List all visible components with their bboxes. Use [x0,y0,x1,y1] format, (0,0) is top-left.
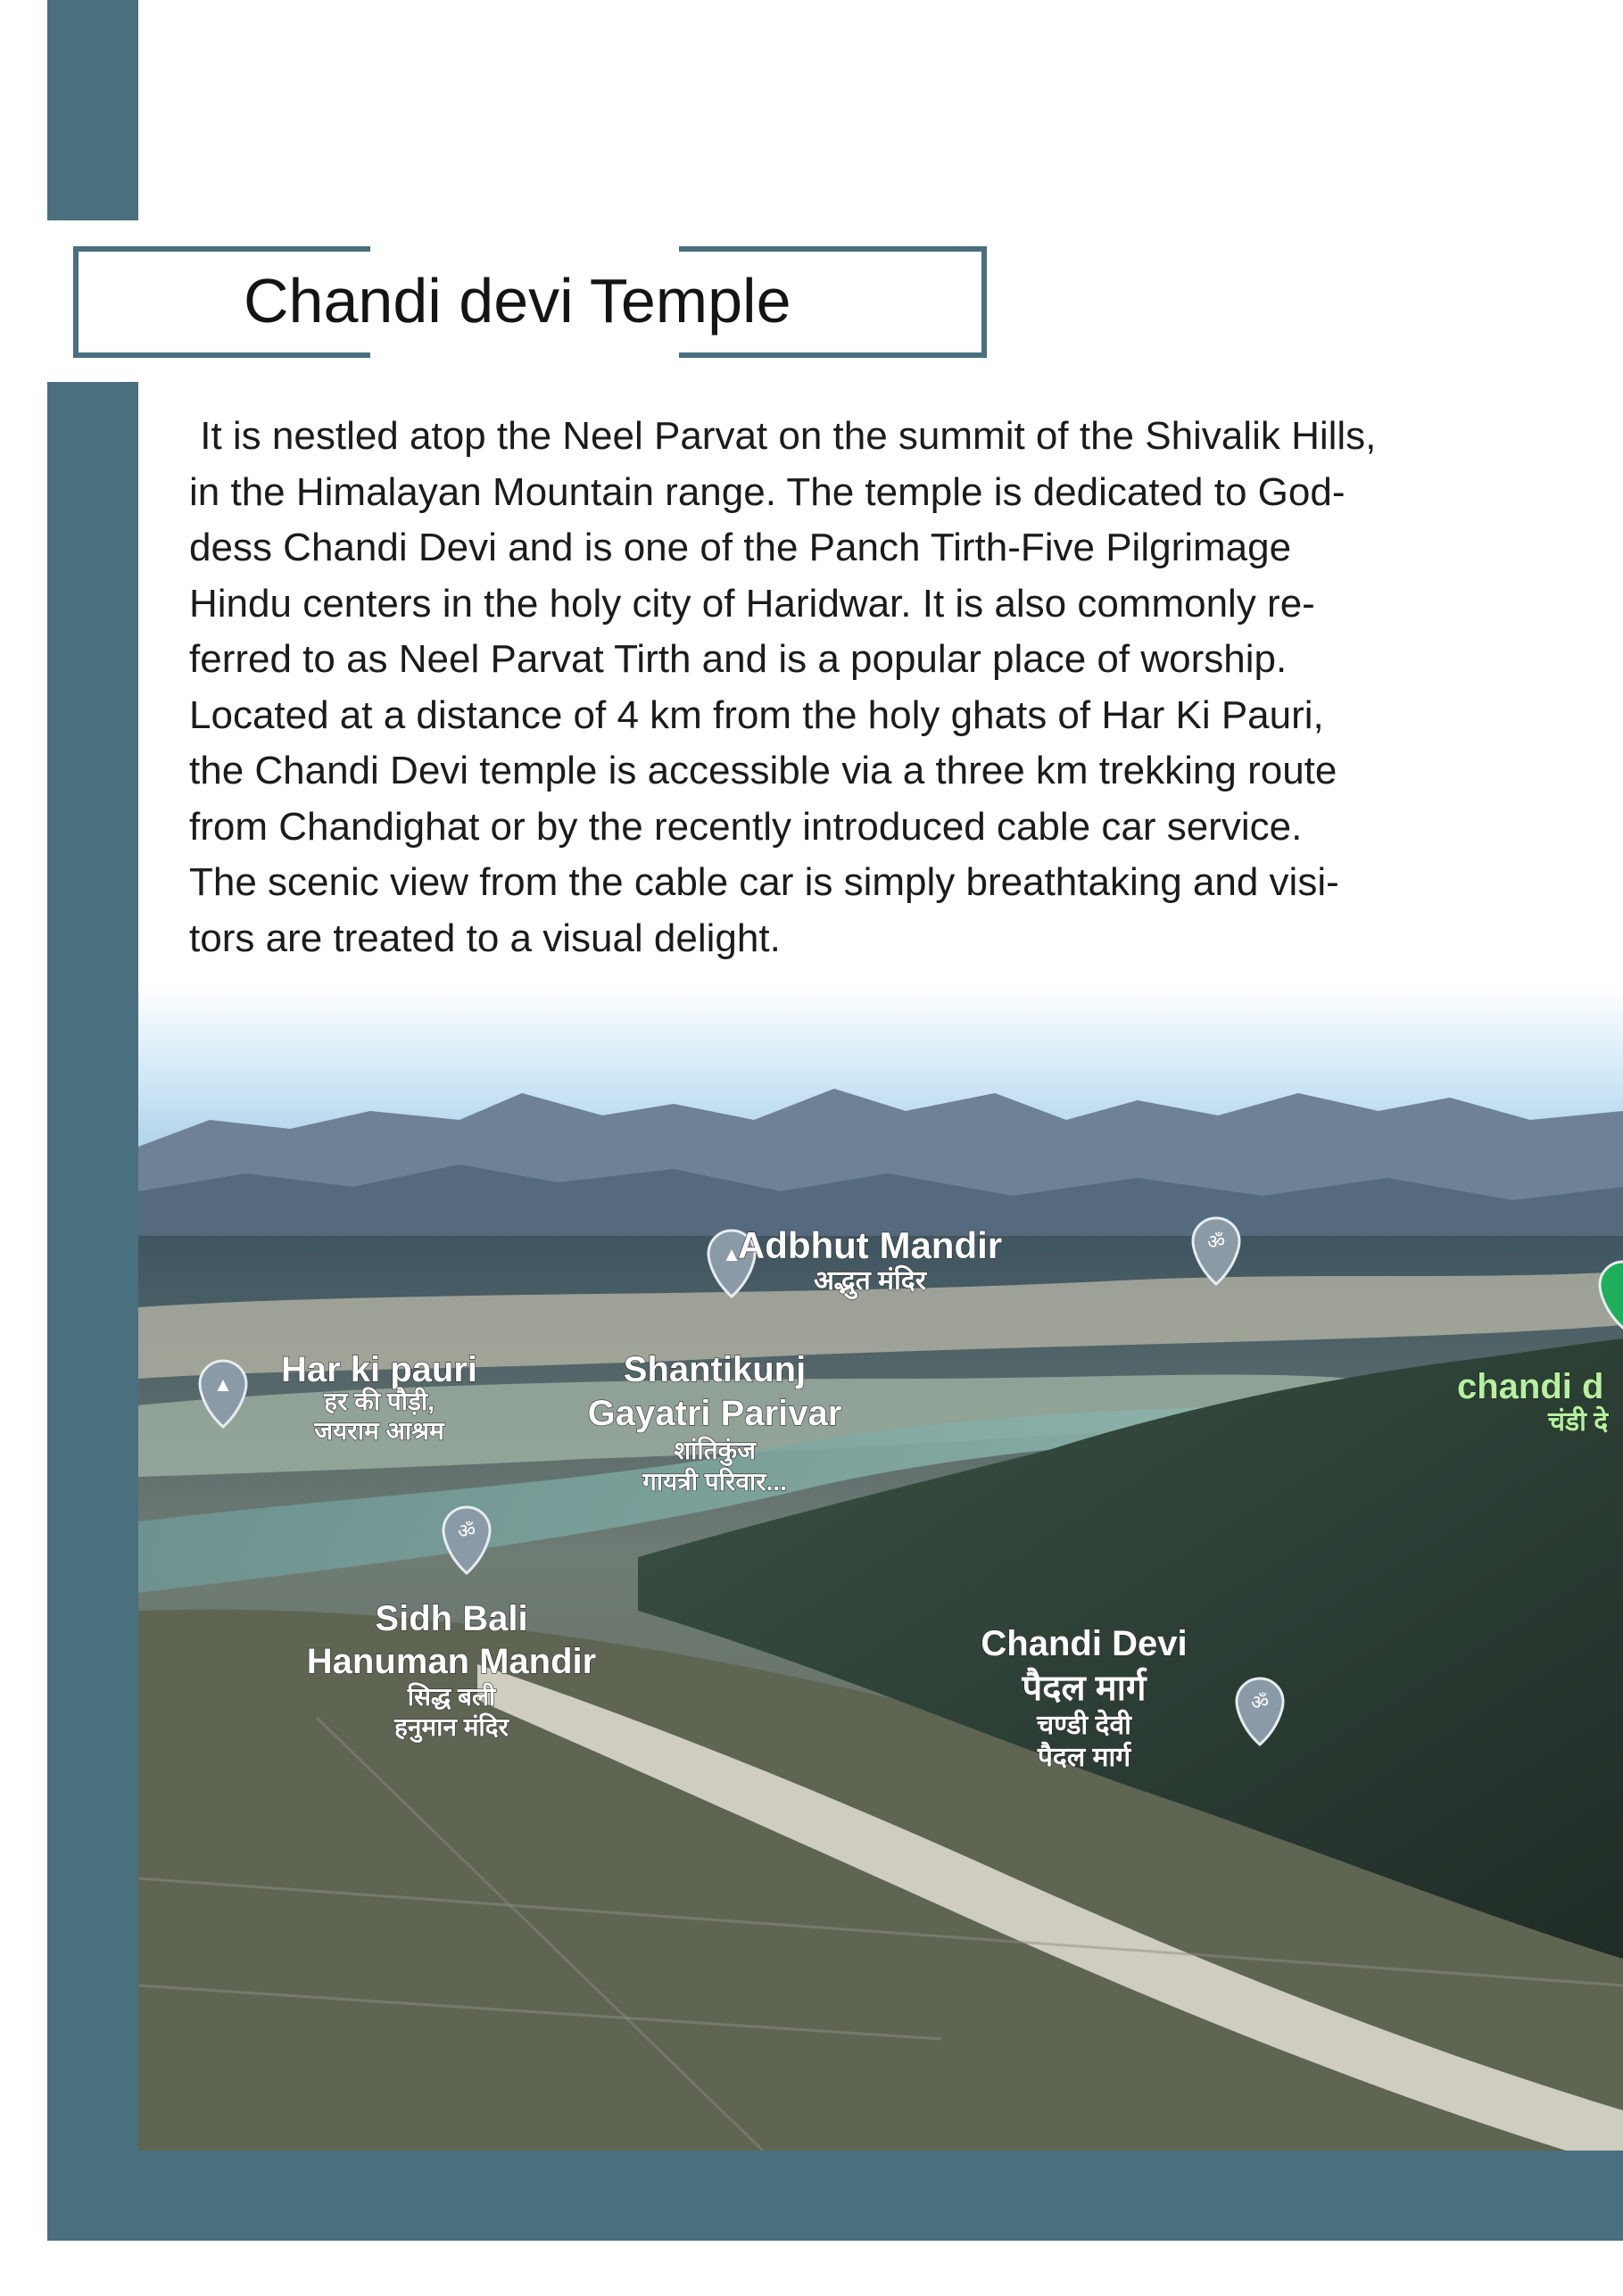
aerial-map-image [138,986,1623,2151]
svg-text:ॐ: ॐ [457,1520,476,1542]
map-label-harkipauri-hindi-2: जयराम आश्रम [314,1417,444,1445]
map-label-chandi-temple-hindi: चंडी दे [1548,1407,1609,1437]
decorative-bar-side [47,382,138,2241]
decorative-bar-top [47,0,138,220]
aerial-map-svg [138,986,1623,2151]
map-label-gayatri-parivar: Gayatri Parivar [587,1394,842,1433]
svg-text:▲: ▲ [722,1243,741,1265]
paragraph-line: The scenic view from the cable car is simply breathtaking and visi- [189,860,1339,904]
description-paragraph [189,409,1581,966]
map-label-chandi-path-hindi-1: चण्डी देवी [1037,1711,1131,1740]
page-title: Chandi devi Temple [244,266,791,336]
paragraph-line: Located at a distance of 4 km from the holy ghats of Har Ki Pauri, [189,692,1324,737]
paragraph-line: the Chandi Devi temple is accessible via a three km trekking route [189,749,1337,792]
map-label-shantikunj-hindi-2: गायत्री परिवार... [642,1468,787,1496]
map-label-shantikunj: Shantikunj [623,1350,807,1389]
svg-text:▲: ▲ [213,1373,233,1396]
paragraph-line: from Chandighat or by the recently introduced cable car service. [189,804,1303,849]
paragraph-line: It is nestled atop the Neel Parvat on the summit of the Shivalik Hills, [189,414,1377,458]
paragraph-line: dess Chandi Devi and is one of the Panch Tirth-Five Pilgrimage [189,526,1292,569]
map-label-harkipauri: Har ki pauri [280,1350,478,1389]
paragraph-line: ferred to as Neel Parvat Tirth and is a popular place of worship. [189,637,1288,681]
svg-text:ॐ: ॐ [1250,1691,1270,1713]
map-label-shantikunj-hindi-1: शांतिकुंज [674,1437,756,1464]
map-label-chandi-path-hindi-2: पैदल मार्ग [1037,1743,1131,1772]
map-label-sidhbali: Sidh Bali [375,1599,528,1638]
paragraph-line: tors are treated to a visual delight. [189,916,781,960]
map-label-chandi-devi: Chandi Devi [981,1624,1188,1663]
map-label-sidhbali-hindi-2: हनुमान मंदिर [393,1713,509,1741]
map-label-adbhut: Adbhut Mandir [737,1224,1003,1266]
map-label-hanuman-mandir: Hanuman Mandir [306,1642,597,1681]
map-label-chandi-temple: chandi d [1457,1367,1604,1406]
decorative-bar-bottom [47,2151,1623,2241]
svg-text:ॐ: ॐ [1206,1231,1226,1253]
map-label-harkipauri-hindi-1: हर की पौड़ी, [324,1388,435,1415]
map-label-paidal-marg: पैदल मार्ग [1022,1669,1147,1708]
paragraph-line: in the Himalayan Mountain range. The temple is dedicated to God- [189,469,1346,514]
paragraph-line: Hindu centers in the holy city of Haridwar. It is also commonly re- [189,581,1315,626]
map-label-adbhut-hindi: अद्भुत मंदिर [814,1266,926,1296]
map-label-sidhbali-hindi-1: सिद्ध बली [407,1683,496,1711]
